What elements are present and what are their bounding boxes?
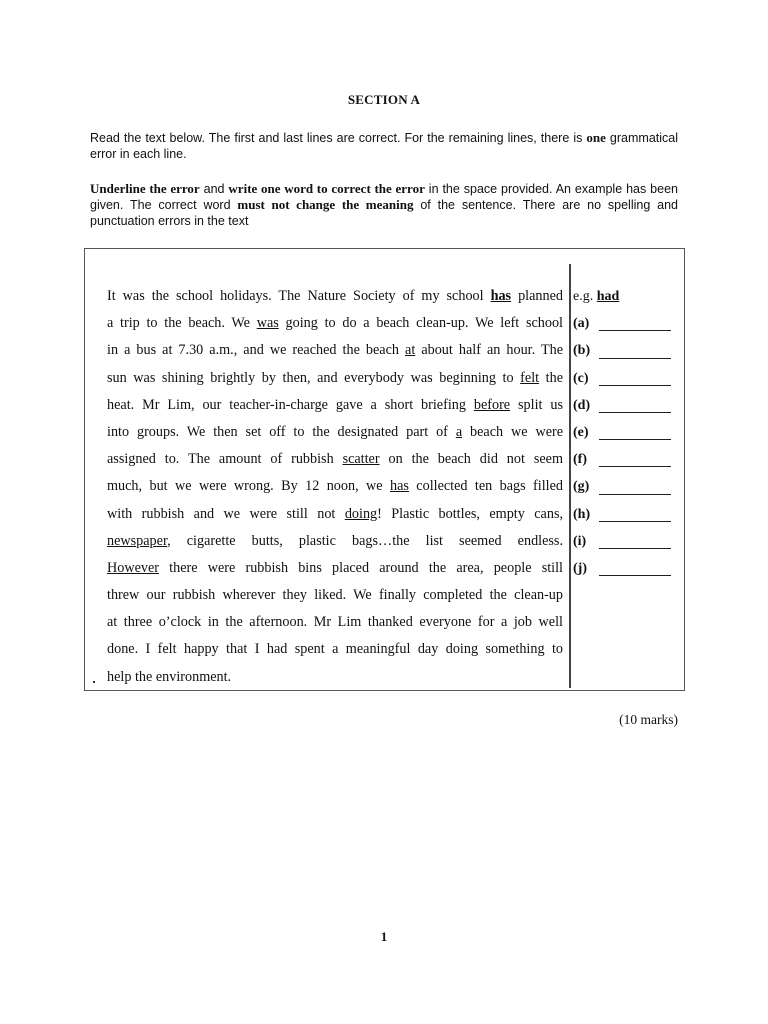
answer-label: (h) xyxy=(573,506,591,522)
passage-text-segment: sun was shining brightly by then, and everybody was beginning to xyxy=(107,369,521,386)
example-label: e.g. xyxy=(573,289,594,304)
answer-blank[interactable] xyxy=(599,561,671,576)
answer-row xyxy=(573,473,683,500)
example-answer xyxy=(573,283,683,310)
instruction-text: of the sentence. There are no spelling and punctuation errors in the text xyxy=(90,198,678,228)
passage-line xyxy=(107,582,563,609)
scan-mark xyxy=(93,681,95,683)
answer-row xyxy=(573,337,683,364)
answer-label: (j) xyxy=(573,560,587,576)
passage-text-segment: It was the school holidays. The Nature Society of my school xyxy=(107,288,491,304)
answer-label: (c) xyxy=(573,370,589,386)
passage-text-segment: ! Plastic bottles, empty cans, xyxy=(377,505,564,522)
passage-text-segment: planned xyxy=(511,288,563,304)
instruction-text: in the space provided. An example has been given. The correct word xyxy=(90,182,678,212)
underlined-error-word: However xyxy=(107,559,159,576)
answer-label: (a) xyxy=(573,316,590,332)
passage-line xyxy=(107,283,563,310)
answer-label: (g) xyxy=(573,479,590,495)
instruction-paragraph-2 xyxy=(90,181,678,229)
passage-text-segment: split us xyxy=(510,396,563,413)
passage-text-segment: heat. Mr Lim, our teacher-in-charge gave a short briefing xyxy=(107,396,474,413)
passage-text-segment: the xyxy=(539,369,563,386)
passage-text-segment: threw our rubbish wherever they liked. We finally completed the clean-up xyxy=(107,587,563,604)
column-divider xyxy=(569,264,571,688)
answer-label: (b) xyxy=(573,343,591,359)
passage-text-segment: help the environment. xyxy=(107,668,232,685)
underlined-error-word: was xyxy=(256,315,279,332)
underlined-error-word: doing xyxy=(344,505,378,522)
passage-text-segment: much, but we were wrong. By 12 noon, we xyxy=(107,478,390,495)
passage-text-segment: beach we were xyxy=(462,423,564,440)
answer-blank[interactable] xyxy=(599,316,671,331)
passage-line xyxy=(107,392,563,419)
answer-row xyxy=(573,555,683,582)
answer-row xyxy=(573,528,683,555)
answer-label: (i) xyxy=(573,533,587,549)
passage-line xyxy=(107,473,563,500)
passage-line xyxy=(107,501,563,528)
passage-text xyxy=(107,283,563,691)
instruction-text: Read the text below. The first and last lines are correct. For the remaining lines, there is xyxy=(90,131,587,145)
passage-line xyxy=(107,446,563,473)
passage-text-segment: assigned to. The amount of rubbish xyxy=(107,451,343,468)
underlined-error-word: newspaper xyxy=(107,532,168,549)
passage-text-segment: at three o’clock in the afternoon. Mr Lim thanked everyone for a job well xyxy=(107,614,563,631)
passage-text-segment: with rubbish and we were still not xyxy=(107,505,345,522)
instruction-emphasis: write one word to correct the error xyxy=(228,181,425,196)
passage-line xyxy=(107,419,563,446)
answer-blank[interactable] xyxy=(599,398,671,413)
underlined-error-word: has xyxy=(389,478,409,495)
passage-line xyxy=(107,636,563,663)
answer-row xyxy=(573,501,683,528)
passage-line xyxy=(107,555,563,582)
passage-text-segment: into groups. We then set off to the designated part of xyxy=(107,423,456,440)
passage-text-segment: , cigarette butts, plastic bags…the list seemed endless. xyxy=(167,532,563,549)
marks-label: (10 marks) xyxy=(619,712,678,727)
passage-text-segment: collected ten bags filled xyxy=(408,478,563,495)
instruction-emphasis: Underline the error xyxy=(90,181,200,196)
passage-text-segment: going to do a beach clean-up. We left school xyxy=(278,315,563,332)
instruction-text: and xyxy=(199,182,229,196)
answer-blank[interactable] xyxy=(599,507,671,522)
instruction-text: grammatical error in each line. xyxy=(90,131,678,161)
instruction-emphasis: one xyxy=(586,130,606,145)
passage-text-segment: a trip to the beach. We xyxy=(107,315,257,332)
instruction-emphasis: must not change the meaning xyxy=(237,197,414,212)
passage-line xyxy=(107,337,563,364)
passage-text-segment: done. I felt happy that I had spent a meaningful day doing something to xyxy=(107,641,563,658)
passage-text-segment: about half an hour. The xyxy=(415,342,563,359)
instruction-paragraph-1 xyxy=(90,130,678,162)
answer-row xyxy=(573,392,683,419)
underlined-error-word: before xyxy=(473,396,511,413)
page-number: 1 xyxy=(380,929,388,944)
answer-row xyxy=(573,365,683,392)
answer-blank[interactable] xyxy=(599,452,671,467)
passage-line xyxy=(107,365,563,392)
answer-blank[interactable] xyxy=(599,371,671,386)
passage-line xyxy=(107,664,563,691)
answer-label: (d) xyxy=(573,397,591,413)
answer-row xyxy=(573,419,683,446)
answer-blank[interactable] xyxy=(599,480,671,495)
underlined-error-word: scatter xyxy=(342,451,380,468)
passage-text-segment: in a bus at 7.30 a.m., and we reached the beach xyxy=(107,342,406,359)
underlined-error-word: has xyxy=(490,288,512,304)
exercise-box xyxy=(84,248,685,691)
section-heading: SECTION A xyxy=(347,92,421,107)
passage-line xyxy=(107,609,563,636)
passage-line xyxy=(107,310,563,337)
answer-blank[interactable] xyxy=(599,344,671,359)
example-word: had xyxy=(596,289,620,304)
underlined-error-word: a xyxy=(455,423,463,440)
answer-blank[interactable] xyxy=(599,534,671,549)
answer-row xyxy=(573,310,683,337)
answer-blank[interactable] xyxy=(599,425,671,440)
answer-row xyxy=(573,446,683,473)
answer-label: (f) xyxy=(573,452,587,468)
underlined-error-word: at xyxy=(405,342,416,359)
answer-column xyxy=(573,283,683,582)
underlined-error-word: felt xyxy=(520,369,540,386)
answer-label: (e) xyxy=(573,424,589,440)
passage-line xyxy=(107,528,563,555)
passage-text-segment: on the beach did not seem xyxy=(379,451,563,468)
passage-text-segment: there were rubbish bins placed around the area, people still xyxy=(159,559,563,576)
